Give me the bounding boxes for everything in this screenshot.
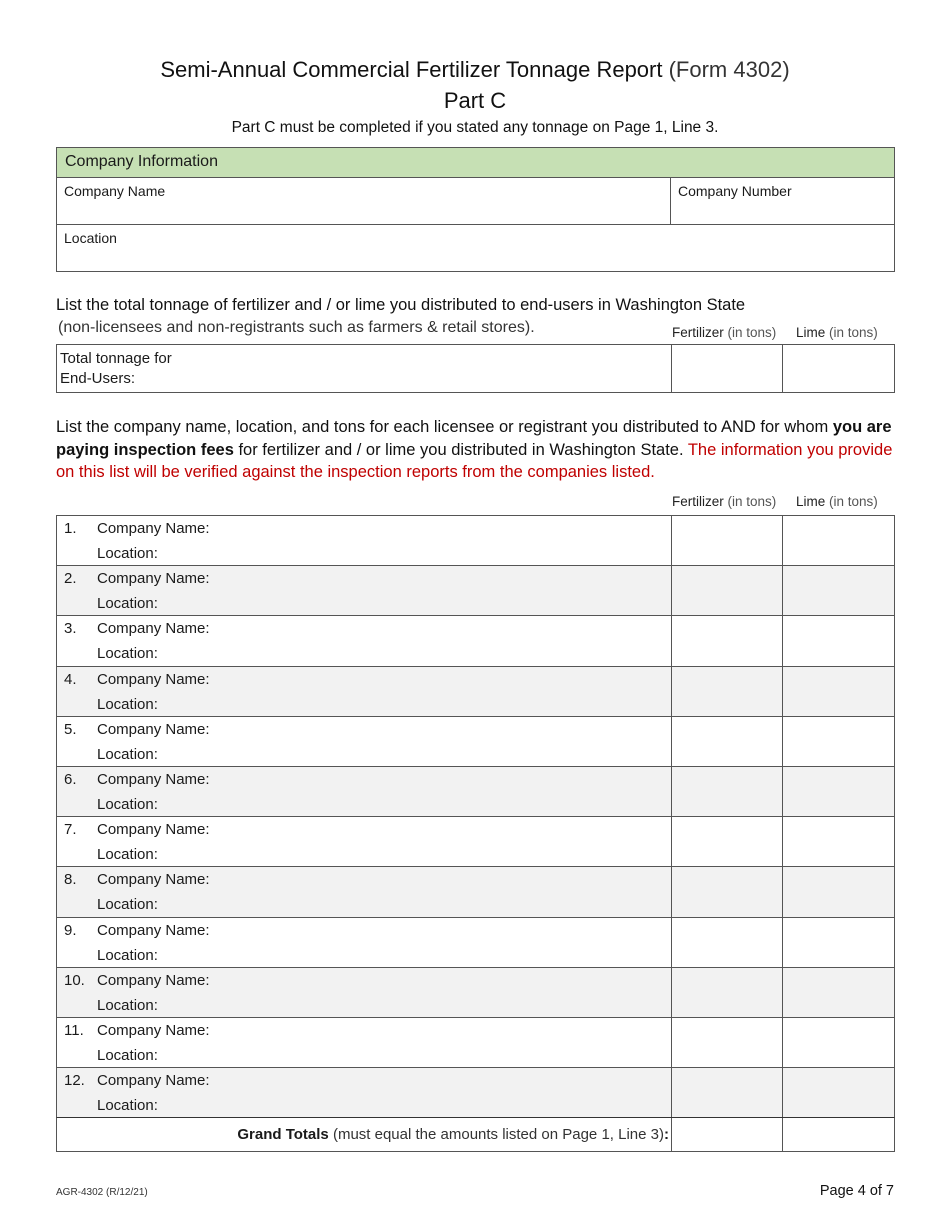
- licensee-info-cell[interactable]: [57, 616, 672, 665]
- company-name-label: Company Name:: [97, 1021, 210, 1039]
- end-users-instruction-note: (non-licensees and non-registrants such as farmers & retail stores).: [58, 319, 535, 336]
- fertilizer-tons-input[interactable]: [672, 717, 783, 766]
- licensee-info-cell[interactable]: [57, 717, 672, 766]
- table-row: [57, 968, 894, 1018]
- location-label: Location:: [97, 645, 158, 663]
- lime-tons-input[interactable]: [783, 817, 894, 866]
- fertilizer-tons-input[interactable]: [672, 516, 783, 565]
- licensee-info-cell[interactable]: [57, 1068, 672, 1117]
- licensees-fertilizer-column-header: [672, 494, 776, 509]
- lime-tons-input[interactable]: [783, 616, 894, 665]
- location-field[interactable]: [57, 225, 894, 271]
- licensees-instruction-bold: you are paying inspection fees: [56, 418, 892, 459]
- fertilizer-tons-input[interactable]: [672, 1018, 783, 1067]
- grand-totals-note: (must equal the amounts listed on Page 1, Line 3): [332, 1126, 664, 1143]
- table-row: [57, 767, 894, 817]
- company-name-label: Company Name: [64, 183, 166, 199]
- company-info-heading: Company Information: [57, 148, 894, 178]
- location-label: Location:: [97, 595, 158, 613]
- table-row: [57, 717, 894, 767]
- end-users-instruction: List the total tonnage of fertilizer and / or lime you distributed to end-users in Washington State: [56, 296, 746, 314]
- company-name-label: Company Name:: [97, 570, 210, 588]
- company-name-field[interactable]: [57, 178, 671, 224]
- lime-tons-input[interactable]: [783, 566, 894, 615]
- licensee-info-cell[interactable]: [57, 1018, 672, 1067]
- location-label: Location:: [97, 996, 158, 1014]
- end-users-tonnage-row: [56, 344, 895, 393]
- grand-totals-label-bold: Grand Totals: [237, 1126, 329, 1143]
- row-number: 7.: [64, 821, 77, 839]
- table-row: [57, 817, 894, 867]
- location-label: Location:: [97, 1046, 158, 1064]
- company-name-label: Company Name:: [97, 670, 210, 688]
- licensees-lime-column-header: [796, 494, 878, 509]
- licensees-table: [56, 515, 895, 1118]
- licensee-info-cell[interactable]: [57, 968, 672, 1017]
- fertilizer-tons-input[interactable]: [672, 817, 783, 866]
- row-number: 12.: [64, 1072, 85, 1090]
- fertilizer-tons-input[interactable]: [672, 867, 783, 916]
- licensee-info-cell[interactable]: [57, 918, 672, 967]
- fertilizer-tons-input[interactable]: [672, 667, 783, 716]
- table-row: [57, 1068, 894, 1118]
- location-label: Location:: [97, 1097, 158, 1115]
- fertilizer-header-label: Fertilizer: [672, 494, 724, 509]
- end-users-fertilizer-input[interactable]: [672, 345, 783, 392]
- row-number: 11.: [64, 1021, 84, 1039]
- licensee-info-cell[interactable]: [57, 667, 672, 716]
- fertilizer-tons-input[interactable]: [672, 968, 783, 1017]
- table-row: [57, 667, 894, 717]
- title-form-number: (Form 4302): [668, 57, 790, 82]
- row-number: 6.: [64, 770, 77, 788]
- location-label: Location:: [97, 545, 158, 562]
- table-row: [57, 918, 894, 968]
- lime-tons-input[interactable]: [783, 667, 894, 716]
- table-row: [57, 616, 894, 666]
- grand-totals-row: [56, 1117, 895, 1152]
- title-main: Semi-Annual Commercial Fertilizer Tonnage Report: [160, 57, 663, 82]
- location-label: Location:: [97, 846, 158, 864]
- licensee-info-cell[interactable]: [57, 566, 672, 615]
- company-number-field[interactable]: [671, 178, 894, 224]
- page-title: [0, 57, 950, 83]
- licensees-instruction-part1: List the company name, location, and tons for each licensee or registrant you distributed to AND for whom: [56, 418, 833, 436]
- page-number: Page 4 of 7: [819, 1183, 894, 1199]
- lime-tons-input[interactable]: [783, 767, 894, 816]
- company-name-label: Company Name:: [97, 821, 210, 839]
- company-name-label: Company Name:: [97, 620, 210, 638]
- table-row: [57, 516, 894, 566]
- fertilizer-tons-input[interactable]: [672, 1068, 783, 1117]
- lime-tons-input[interactable]: [783, 516, 894, 565]
- row-number: 10.: [64, 971, 85, 989]
- location-label: Location:: [97, 946, 158, 964]
- lime-header-label: Lime: [796, 494, 826, 509]
- licensee-info-cell[interactable]: [57, 867, 672, 916]
- row-number: 4.: [64, 670, 77, 688]
- grand-total-lime-input[interactable]: [783, 1118, 894, 1151]
- row-number: 8.: [64, 871, 77, 889]
- fertilizer-tons-input[interactable]: [672, 566, 783, 615]
- company-name-label: Company Name:: [97, 971, 210, 989]
- fertilizer-header-unit: (in tons): [727, 325, 777, 340]
- company-name-label: Company Name:: [97, 1072, 210, 1090]
- table-row: [57, 1018, 894, 1068]
- end-users-lime-input[interactable]: [783, 345, 894, 392]
- lime-tons-input[interactable]: [783, 918, 894, 967]
- licensee-info-cell[interactable]: [57, 817, 672, 866]
- end-users-lime-column-header: [796, 325, 878, 340]
- location-label: Location:: [97, 695, 158, 713]
- end-users-label-line2: End-Users:: [60, 370, 136, 387]
- row-number: 3.: [64, 620, 77, 638]
- licensee-info-cell[interactable]: [57, 767, 672, 816]
- company-name-label: Company Name:: [97, 871, 210, 889]
- licensees-instruction-part2: for fertilizer and / or lime you distributed in Washington State.: [233, 440, 688, 459]
- lime-tons-input[interactable]: [783, 717, 894, 766]
- lime-header-unit: (in tons): [829, 325, 878, 340]
- end-users-row-label: [57, 345, 672, 392]
- fertilizer-tons-input[interactable]: [672, 918, 783, 967]
- end-users-fertilizer-column-header: [672, 325, 776, 340]
- instruction-note: Part C must be completed if you stated any tonnage on Page 1, Line 3.: [231, 119, 719, 136]
- part-heading: Part C: [443, 88, 507, 113]
- table-row: [57, 867, 894, 917]
- company-name-label: Company Name:: [97, 770, 210, 788]
- licensee-info-cell[interactable]: [57, 516, 672, 565]
- row-number: 2.: [64, 570, 77, 588]
- lime-tons-input[interactable]: [783, 867, 894, 916]
- lime-tons-input[interactable]: [783, 1018, 894, 1067]
- licensees-instruction: [56, 416, 901, 484]
- row-number: 5.: [64, 720, 77, 738]
- company-name-label: Company Name:: [97, 720, 210, 738]
- fertilizer-tons-input[interactable]: [672, 616, 783, 665]
- grand-total-fertilizer-input[interactable]: [672, 1118, 783, 1151]
- company-name-label: Company Name:: [97, 520, 210, 537]
- table-row: [57, 566, 894, 616]
- location-label: Location:: [97, 745, 158, 763]
- form-code: AGR-4302 (R/12/21): [56, 1187, 148, 1198]
- location-label: Location:: [97, 795, 158, 813]
- company-name-label: Company Name:: [97, 921, 210, 939]
- end-users-label-line1: Total tonnage for: [60, 350, 172, 367]
- lime-header-unit: (in tons): [829, 494, 878, 509]
- row-number: 9.: [64, 921, 77, 939]
- lime-tons-input[interactable]: [783, 1068, 894, 1117]
- grand-totals-label: [57, 1118, 672, 1151]
- fertilizer-header-unit: (in tons): [727, 494, 777, 509]
- lime-tons-input[interactable]: [783, 968, 894, 1017]
- licensees-verification-warning: The information you provide on this list will be verified against the inspection reports from the companies listed.: [56, 440, 893, 481]
- grand-totals-colon: :: [664, 1126, 669, 1143]
- company-number-label: Company Number: [678, 183, 792, 199]
- fertilizer-header-label: Fertilizer: [672, 325, 724, 340]
- company-info-section: [56, 147, 895, 272]
- location-label: Location:: [97, 896, 158, 914]
- lime-header-label: Lime: [796, 325, 826, 340]
- fertilizer-tons-input[interactable]: [672, 767, 783, 816]
- row-number: 1.: [64, 520, 77, 537]
- location-label: Location: [64, 230, 117, 246]
